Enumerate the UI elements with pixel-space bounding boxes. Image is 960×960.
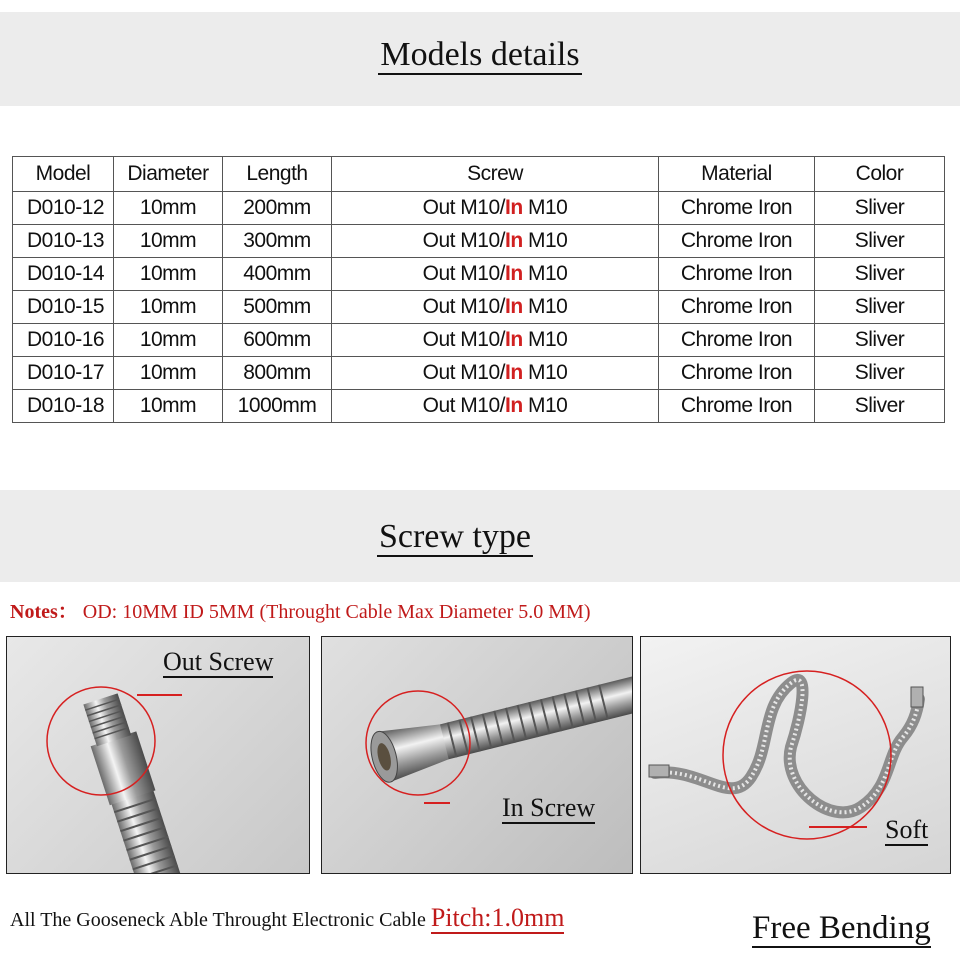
in-screw-photo xyxy=(321,636,633,874)
cell-material: Chrome Iron xyxy=(659,192,815,225)
screw-end-text: M10 xyxy=(522,361,568,384)
cell-length: 1000mm xyxy=(223,390,332,423)
screw-out-text: Out M10/ xyxy=(422,394,505,417)
table-row xyxy=(13,258,945,291)
models-details-banner xyxy=(0,12,960,106)
in-screw-caption: In Screw xyxy=(502,793,596,822)
cell-length: 800mm xyxy=(223,357,332,390)
cell-color: Sliver xyxy=(815,258,945,291)
header-material: Material xyxy=(659,157,815,192)
screw-type-banner xyxy=(0,490,960,582)
cell-model: D010-18 xyxy=(13,390,114,423)
table-row xyxy=(13,291,945,324)
footer-text: All The Gooseneck Able Throught Electronic Cable xyxy=(10,909,431,931)
table-row xyxy=(13,324,945,357)
screw-in-text: In xyxy=(505,196,523,219)
free-bending-label: Free Bending xyxy=(752,910,931,946)
table-row xyxy=(13,192,945,225)
table-row xyxy=(13,390,945,423)
header-color: Color xyxy=(815,157,945,192)
cell-diameter: 10mm xyxy=(114,258,223,291)
cell-diameter: 10mm xyxy=(114,324,223,357)
cell-material: Chrome Iron xyxy=(659,357,815,390)
cell-length: 600mm xyxy=(223,324,332,357)
cell-screw xyxy=(332,357,659,390)
cell-color: Sliver xyxy=(815,192,945,225)
cell-color: Sliver xyxy=(815,357,945,390)
notes-line xyxy=(10,595,590,624)
cell-material: Chrome Iron xyxy=(659,225,815,258)
screw-out-text: Out M10/ xyxy=(422,295,505,318)
cell-screw xyxy=(332,225,659,258)
cell-material: Chrome Iron xyxy=(659,291,815,324)
table-row xyxy=(13,225,945,258)
cell-diameter: 10mm xyxy=(114,390,223,423)
screw-in-text: In xyxy=(505,394,523,417)
header-length: Length xyxy=(223,157,332,192)
cell-screw xyxy=(332,258,659,291)
models-details-title: Models details xyxy=(380,36,580,73)
cell-screw xyxy=(332,324,659,357)
cell-color: Sliver xyxy=(815,291,945,324)
header-model: Model xyxy=(13,157,114,192)
screw-out-text: Out M10/ xyxy=(422,229,505,252)
soft-caption: Soft xyxy=(885,815,929,844)
models-table xyxy=(12,156,945,423)
soft-bend-photo xyxy=(640,636,951,874)
cell-model: D010-16 xyxy=(13,324,114,357)
screw-in-text: In xyxy=(505,229,523,252)
cell-diameter: 10mm xyxy=(114,225,223,258)
cell-length: 500mm xyxy=(223,291,332,324)
footer-line xyxy=(10,903,564,933)
header-diameter: Diameter xyxy=(114,157,223,192)
cell-diameter: 10mm xyxy=(114,357,223,390)
screw-in-text: In xyxy=(505,361,523,384)
out-screw-photo xyxy=(6,636,310,874)
table-header-row xyxy=(13,157,945,192)
screw-in-text: In xyxy=(505,262,523,285)
screw-out-text: Out M10/ xyxy=(422,328,505,351)
cell-color: Sliver xyxy=(815,225,945,258)
screw-in-text: In xyxy=(505,328,523,351)
cell-model: D010-15 xyxy=(13,291,114,324)
cell-model: D010-14 xyxy=(13,258,114,291)
cell-material: Chrome Iron xyxy=(659,324,815,357)
screw-out-text: Out M10/ xyxy=(422,262,505,285)
screw-type-title: Screw type xyxy=(378,518,531,555)
screw-end-text: M10 xyxy=(522,328,568,351)
cell-material: Chrome Iron xyxy=(659,390,815,423)
cell-screw xyxy=(332,390,659,423)
notes-label: Notes： xyxy=(10,601,78,623)
header-screw: Screw xyxy=(332,157,659,192)
screw-in-text: In xyxy=(505,295,523,318)
out-screw-caption: Out Screw xyxy=(163,647,274,676)
screw-end-text: M10 xyxy=(522,295,568,318)
cell-material: Chrome Iron xyxy=(659,258,815,291)
table-row xyxy=(13,357,945,390)
cell-length: 300mm xyxy=(223,225,332,258)
screw-end-text: M10 xyxy=(522,262,568,285)
cell-screw xyxy=(332,291,659,324)
cell-model: D010-17 xyxy=(13,357,114,390)
screw-end-text: M10 xyxy=(522,196,568,219)
cell-model: D010-12 xyxy=(13,192,114,225)
cell-screw xyxy=(332,192,659,225)
screw-out-text: Out M10/ xyxy=(422,196,505,219)
cell-diameter: 10mm xyxy=(114,291,223,324)
screw-end-text: M10 xyxy=(522,229,568,252)
cell-color: Sliver xyxy=(815,390,945,423)
cell-length: 200mm xyxy=(223,192,332,225)
cell-model: D010-13 xyxy=(13,225,114,258)
cell-color: Sliver xyxy=(815,324,945,357)
screw-end-text: M10 xyxy=(522,394,568,417)
pitch-label: Pitch:1.0mm xyxy=(430,903,565,932)
cell-length: 400mm xyxy=(223,258,332,291)
cell-diameter: 10mm xyxy=(114,192,223,225)
in-screw-illustration xyxy=(322,637,632,873)
screw-out-text: Out M10/ xyxy=(422,361,505,384)
notes-text: OD: 10MM ID 5MM (Throught Cable Max Diameter 5.0 MM) xyxy=(82,601,591,623)
